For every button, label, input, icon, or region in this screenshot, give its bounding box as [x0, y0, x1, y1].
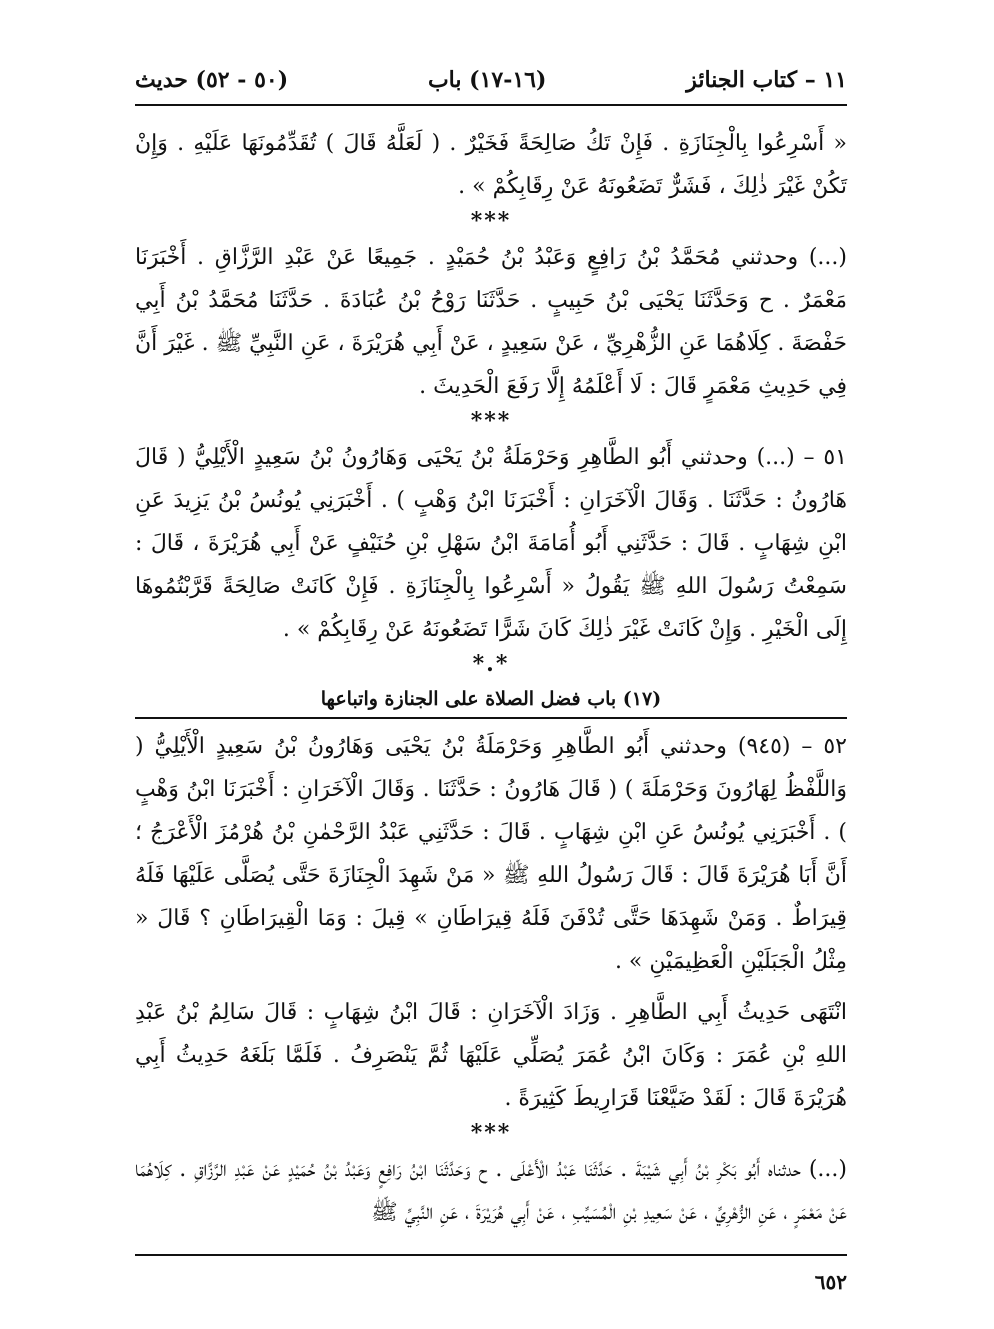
page-number: ٦٥٢ — [814, 1270, 847, 1294]
page-body — [135, 122, 847, 1234]
separator-stars: *** — [470, 1120, 512, 1146]
header-hadith-range: (٥٠ - ٥٢) حديث — [135, 67, 289, 93]
separator-stars: *** — [470, 408, 512, 434]
hadith-chain: (...) وحدثني مُحَمَّدُ بْنُ رَافِعٍ وَعَبْدُ بْنُ حُمَيْدٍ . جَمِيعًا عَنْ عَبْدِ الرَّزَّاقِ . أَخْبَرَنَا مَعْمَرٌ . ح وَحَدَّثَنَا يَحْيَى بْنُ حَبِيبٍ . حَدَّثَنَا رَوْحُ بْنُ عُبَادَةَ . حَدَّثَنَا مُحَمَّدُ بْنُ أَبِي حَفْصَةَ . كِلَاهُمَا عَنِ الزُّهْرِيِّ ، عَنْ سَعِيدٍ ، عَنْ أَبِي هُرَيْرَةَ ، عَنِ النَّبِيِّ ﷺ . غَيْرَ أَنَّ فِي حَدِيثِ مَعْمَرٍ قَالَ : لَا أَعْلَمُهُ إِلَّا رَفَعَ الْحَدِيثَ . — [135, 245, 847, 399]
footer-rule — [135, 1254, 847, 1256]
hadith-chain-2: (...) حدثناه أَبُو بَكْرِ بْنُ أَبِي شَيْبَةَ . حَدَّثَنَا عَبْدُ الْأَعْلَى . ح وَحَدَّثَنَا ابْنُ رَافِعٍ وَعَبْدُ بْنُ حُمَيْدٍ عَنْ عَبْدِ الرَّزَّاقِ . كِلَاهُمَا عَنْ مَعْمَرٍ ، عَنِ الزُّهْرِيِّ ، عَنْ سَعِيدِ بْنِ الْمُسَيِّبِ ، عَنْ أَبِي هُرَيْرَةَ ، عَنِ النَّبِيِّ ﷺ — [135, 1157, 847, 1225]
header-chapter-range: (١٦-١٧) باب — [427, 67, 547, 93]
hadith-52-addition: انْتَهَى حَدِيثُ أَبِي الطَّاهِرِ . وَزَادَ الْآخَرَانِ : قَالَ ابْنُ شِهَابٍ : قَالَ سَالِمُ بْنُ عَبْدِ اللهِ بْنِ عُمَرَ : وَكَانَ ابْنُ عُمَرَ يُصَلِّي عَلَيْهَا ثُمَّ يَنْصَرِفُ . فَلَمَّا بَلَغَهُ حَدِيثُ أَبِي هُرَيْرَةَ قَالَ : لَقَدْ ضَيَّعْنَا قَرَارِيطَ كَثِيرَةً . — [135, 1000, 848, 1111]
hadith-51: ٥١ – (...) وحدثني أَبُو الطَّاهِرِ وَحَرْمَلَةُ بْنُ يَحْيَى وَهَارُونُ بْنُ سَعِيدٍ الْأَيْلِيُّ ( قَالَ هَارُونُ : حَدَّثَنَا . وَقَالَ الْآخَرَانِ : أَخْبَرَنَا ابْنُ وَهْبٍ ) . أَخْبَرَنِي يُونُسُ بْنُ يَزِيدَ عَنِ ابْنِ شِهَابٍ . قَالَ : حَدَّثَنِي أَبُو أُمَامَةَ ابْنُ سَهْلِ بْنِ حُنَيْفٍ عَنْ أَبِي هُرَيْرَةَ ، قَالَ : سَمِعْتُ رَسُولَ اللهِ ﷺ يَقُولُ « أَسْرِعُوا بِالْجِنَازَةِ . فَإِنْ كَانَتْ صَالِحَةً قَرَّبْتُمُوهَا إِلَى الْخَيْرِ . وَإِنْ كَانَتْ غَيْرَ ذٰلِكَ كَانَ شَرًّا تَضَعُونَهُ عَنْ رِقَابِكُمْ » . — [135, 445, 847, 642]
running-header — [135, 60, 847, 100]
separator-stars: *** — [470, 208, 512, 234]
hadith-52: ٥٢ – (٩٤٥) وحدثني أَبُو الطَّاهِرِ وَحَرْمَلَةُ بْنُ يَحْيَى وَهَارُونُ بْنُ سَعِيدٍ الْأَيْلِيُّ ( وَاللَّفْظُ لِهَارُونَ وَحَرْمَلَةَ ) ( قَالَ هَارُونُ : حَدَّثَنَا . وَقَالَ الْآخَرَانِ : أَخْبَرَنَا ابْنُ وَهْبٍ ) . أَخْبَرَنِي يُونُسُ عَنِ ابْنِ شِهَابٍ . قَالَ : حَدَّثَنِي عَبْدُ الرَّحْمٰنِ بْنُ هُرْمُزَ الْأَعْرَجُ ؛ أَنَّ أَبَا هُرَيْرَةَ قَالَ : قَالَ رَسُولُ اللهِ ﷺ « مَنْ شَهِدَ الْجِنَازَةَ حَتَّى يُصَلَّى عَلَيْهَا فَلَهُ قِيرَاطٌ . وَمَنْ شَهِدَهَا حَتَّى تُدْفَنَ فَلَهُ قِيرَاطَانِ » قِيلَ : وَمَا الْقِيرَاطَانِ ؟ قَالَ « مِثْلُ الْجَبَلَيْنِ الْعَظِيمَيْنِ » . — [135, 734, 847, 974]
chapter-heading: (١٧) باب فضل الصلاة على الجنازة واتباعها — [320, 688, 662, 710]
separator-stars: *.* — [472, 651, 510, 677]
chapter-rule — [135, 717, 847, 719]
hadith-continuation: « أَسْرِعُوا بِالْجِنَازَةِ . فَإِنْ تَكُ صَالِحَةً فَخَيْرٌ . ( لَعَلَّهُ قَالَ ) تُقَدِّمُونَهَا عَلَيْهِ . وَإِنْ تَكُنْ غَيْرَ ذٰلِكَ ، فَشَرٌّ تَضَعُونَهُ عَنْ رِقَابِكُمْ » . — [135, 131, 847, 199]
header-rule — [135, 104, 847, 106]
header-book-title: ١١ – كتاب الجنائز — [686, 67, 847, 93]
